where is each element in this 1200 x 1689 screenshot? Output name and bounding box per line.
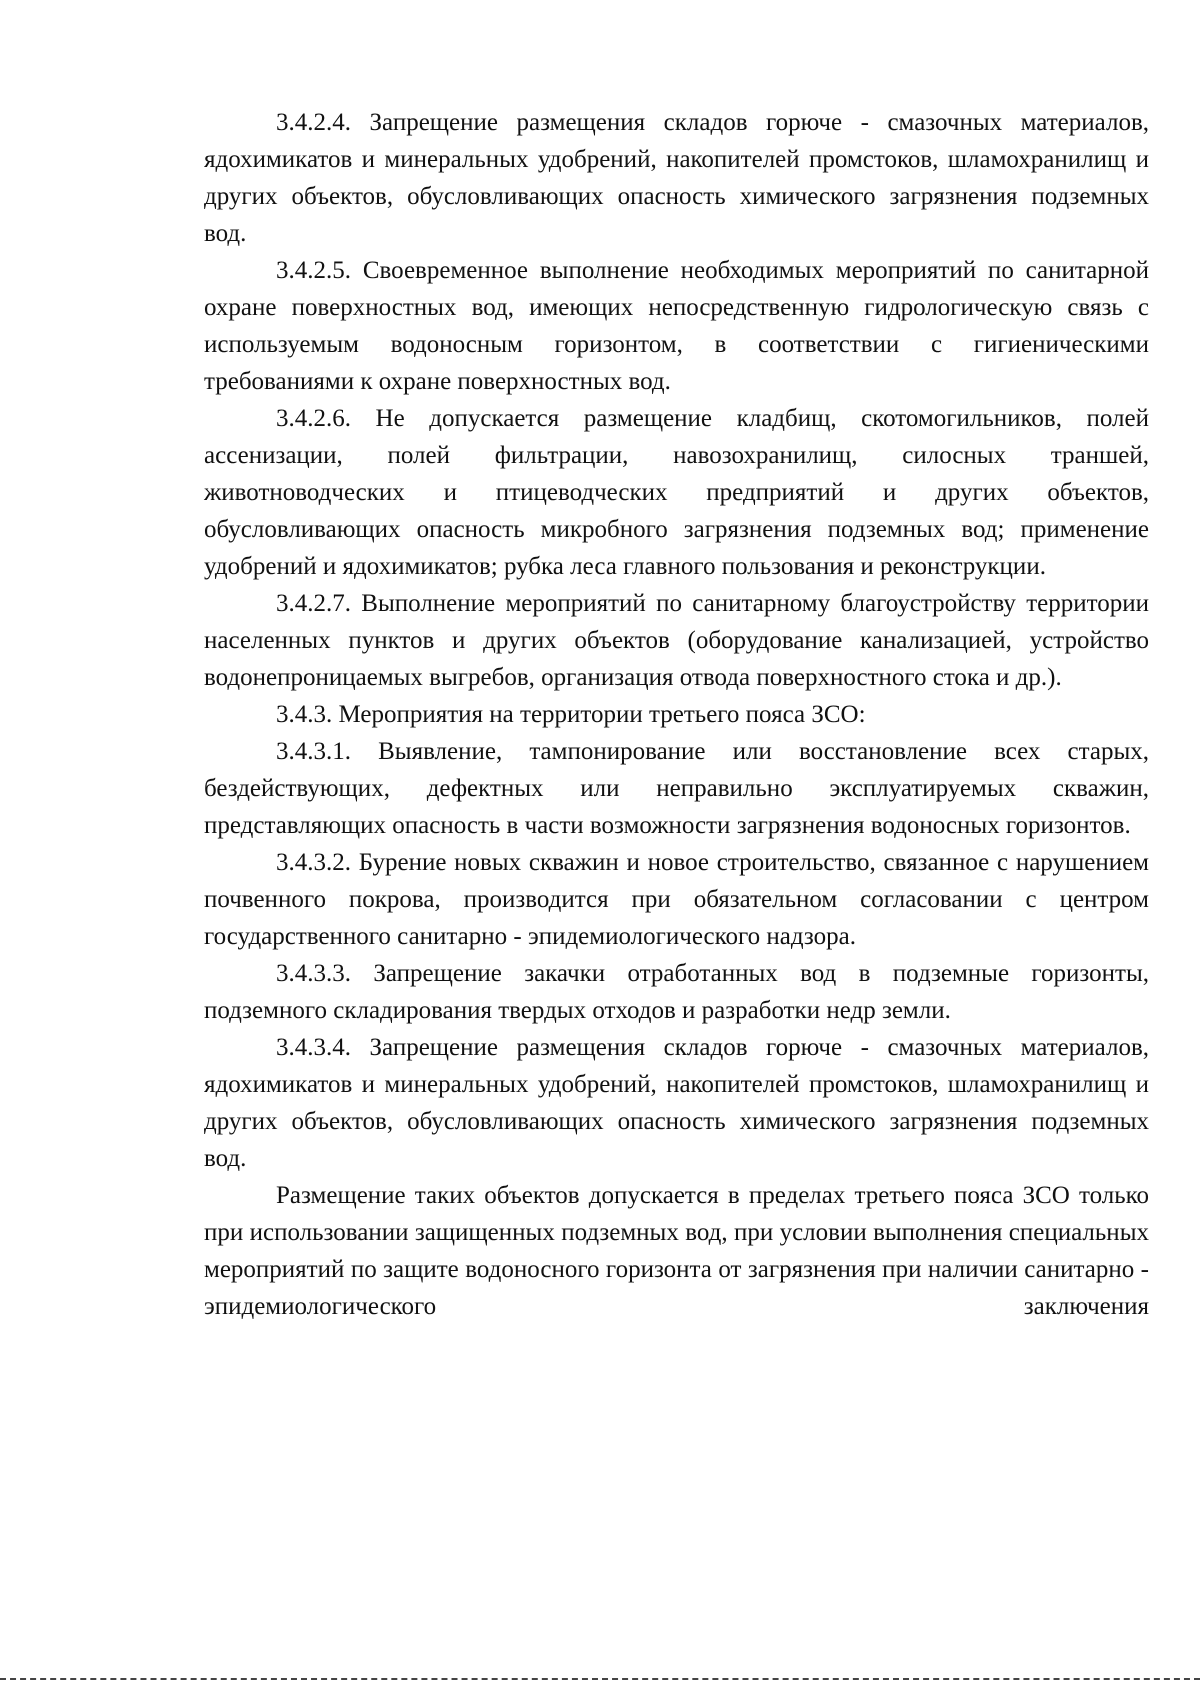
paragraph-3-4-3-3: 3.4.3.3. Запрещение закачки отработанных вод в подземные горизонты, подземного складирования твердых отходов и разработки недр земли. xyxy=(204,960,1149,1024)
paragraph-3-4-2-7: 3.4.2.7. Выполнение мероприятий по санитарному благоустройству территории населенных пунктов и других объектов (оборудование канализацией, устройство водонепроницаемых выгребов, организация отвода поверхностного стока и др.). xyxy=(204,590,1149,691)
document-page xyxy=(204,104,1149,1325)
page-bottom-edge xyxy=(0,1678,1200,1680)
heading-3-4-3: 3.4.3. Мероприятия на территории третьего пояса ЗСО: xyxy=(276,701,866,728)
paragraph-3-4-3-1: 3.4.3.1. Выявление, тампонирование или восстановление всех старых, бездействующих, дефектных или неправильно эксплуатируемых скважин, представляющих опасность в части возможности загрязнения водоносных горизонтов. xyxy=(204,738,1149,839)
paragraph-placement-conditions: Размещение таких объектов допускается в пределах третьего пояса ЗСО только при использовании защищенных подземных вод, при условии выполнения специальных мероприятий по защите водоносного горизонта от загрязнения при наличии санитарно - эпидемиологического заключения xyxy=(204,1182,1149,1320)
paragraph-3-4-2-5: 3.4.2.5. Своевременное выполнение необходимых мероприятий по санитарной охране поверхностных вод, имеющих непосредственную гидрологическую связь с используемым водоносным горизонтом, в соответствии с гигиеническими требованиями к охране поверхностных вод. xyxy=(204,257,1149,395)
paragraph-3-4-2-4: 3.4.2.4. Запрещение размещения складов горюче - смазочных материалов, ядохимикатов и минеральных удобрений, накопителей промстоков, шламохранилищ и других объектов, обусловливающих опасность химического загрязнения подземных вод. xyxy=(204,109,1149,247)
paragraph-3-4-3-4: 3.4.3.4. Запрещение размещения складов горюче - смазочных материалов, ядохимикатов и минеральных удобрений, накопителей промстоков, шламохранилищ и других объектов, обусловливающих опасность химического загрязнения подземных вод. xyxy=(204,1034,1149,1172)
paragraph-3-4-2-6: 3.4.2.6. Не допускается размещение кладбищ, скотомогильников, полей ассенизации, полей фильтрации, навозохранилищ, силосных траншей, животноводческих и птицеводческих предприятий и других объектов, обусловливающих опасность микробного загрязнения подземных вод; применение удобрений и ядохимикатов; рубка леса главного пользования и реконструкции. xyxy=(204,405,1149,580)
paragraph-3-4-3-2: 3.4.3.2. Бурение новых скважин и новое строительство, связанное с нарушением почвенного покрова, производится при обязательном согласовании с центром государственного санитарно - эпидемиологического надзора. xyxy=(204,849,1149,950)
